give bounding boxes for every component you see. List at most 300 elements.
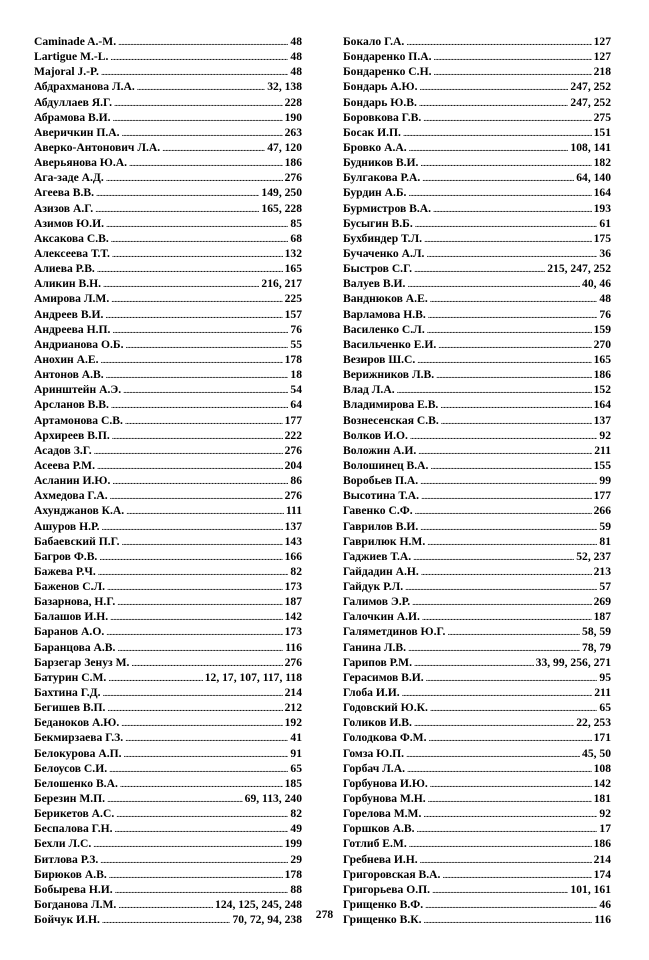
index-entry xyxy=(34,155,302,170)
index-entry-name: Горбунова И.Ю. xyxy=(343,776,428,790)
index-entry xyxy=(343,201,611,216)
index-entry-name: Бровко А.А. xyxy=(343,140,407,154)
index-entry xyxy=(34,503,302,518)
index-entry xyxy=(34,170,302,185)
index-entry-name: Бокало Г.А. xyxy=(343,35,405,48)
index-entry-name: Глоба И.И. xyxy=(343,686,400,700)
index-entry-pages: 127 xyxy=(593,50,611,64)
index-entry-name: Горшков А.В. xyxy=(343,822,415,836)
dot-leader xyxy=(407,761,592,776)
dot-leader xyxy=(412,594,591,609)
dot-leader xyxy=(420,852,592,867)
index-entry-pages: 45, 50 xyxy=(582,746,611,760)
index-entry-pages: 185 xyxy=(284,776,302,790)
index-entry-pages: 108 xyxy=(593,761,611,775)
dot-leader xyxy=(131,655,282,670)
index-entry-name: Асеева Р.М. xyxy=(34,458,95,472)
index-entry-pages: 33, 99, 256, 271 xyxy=(535,655,611,669)
index-entry-name: Бухбиндер Т.Л. xyxy=(343,231,423,245)
index-entry xyxy=(343,49,611,64)
dot-leader xyxy=(125,337,288,352)
index-entry xyxy=(34,867,302,882)
index-entry xyxy=(34,564,302,579)
dot-leader xyxy=(428,307,598,322)
index-entry xyxy=(343,806,611,821)
dot-leader xyxy=(421,488,592,503)
index-entry-name: Бондаренко С.Н. xyxy=(343,65,432,79)
index-entry xyxy=(34,382,302,397)
index-entry xyxy=(343,231,611,246)
index-entry-name: Азимов Ю.И. xyxy=(34,216,104,230)
index-entry-pages: 82 xyxy=(290,807,302,821)
index-entry-pages: 92 xyxy=(599,428,611,442)
index-entry xyxy=(34,261,302,276)
index-entry xyxy=(343,64,611,79)
dot-leader xyxy=(112,428,283,443)
dot-leader xyxy=(434,64,592,79)
index-entry-name: Гайдук Р.Л. xyxy=(343,580,404,594)
index-entry xyxy=(343,609,611,624)
index-entry xyxy=(343,291,611,306)
index-entry-pages: 111 xyxy=(285,504,302,518)
index-entry xyxy=(343,140,611,155)
index-entry xyxy=(34,397,302,412)
dot-leader xyxy=(110,488,283,503)
index-entry-pages: 177 xyxy=(284,413,302,427)
index-entry-pages: 155 xyxy=(593,458,611,472)
index-entry xyxy=(34,761,302,776)
index-entry-pages: 36 xyxy=(599,246,611,260)
index-entry-pages: 228 xyxy=(284,95,302,109)
index-entry xyxy=(343,276,611,291)
index-entry-pages: 182 xyxy=(593,156,611,170)
index-entry-pages: 165, 228 xyxy=(261,201,302,215)
dot-leader xyxy=(94,443,283,458)
index-entry-pages: 70, 72, 94, 238 xyxy=(232,913,302,927)
index-entry-pages: 48 xyxy=(290,65,302,79)
dot-leader xyxy=(409,836,592,851)
index-entry-pages: 186 xyxy=(593,368,611,382)
index-entry-pages: 186 xyxy=(284,156,302,170)
index-entry-pages: 212 xyxy=(284,701,302,715)
index-entry-name: Гайдадин А.Н. xyxy=(343,564,419,578)
index-entry xyxy=(343,216,611,231)
dot-leader xyxy=(430,291,598,306)
index-entry-name: Гаджиев Т.А. xyxy=(343,549,412,563)
index-entry xyxy=(34,640,302,655)
index-entry xyxy=(34,307,302,322)
index-entry xyxy=(343,322,611,337)
index-entry-pages: 17 xyxy=(599,822,611,836)
index-entry xyxy=(34,488,302,503)
index-entry-pages: 269 xyxy=(593,595,611,609)
index-entry-pages: 108, 141 xyxy=(570,140,611,154)
index-entry-name: Бегишев В.П. xyxy=(34,701,106,715)
dot-leader xyxy=(420,519,597,534)
index-entry xyxy=(34,579,302,594)
index-entry-name: Бехли Л.С. xyxy=(34,837,92,851)
index-entry-pages: 164 xyxy=(593,398,611,412)
index-entry-pages: 218 xyxy=(593,65,611,79)
index-entry-name: Годовский Ю.К. xyxy=(343,701,428,715)
index-entry-pages: 222 xyxy=(284,428,302,442)
index-entry-pages: 165 xyxy=(284,262,302,276)
index-entry-name: Баранов А.О. xyxy=(34,625,105,639)
index-entry-name: Волошинец В.А. xyxy=(343,458,429,472)
index-entry-name: Голиков И.В. xyxy=(343,716,412,730)
dot-leader xyxy=(122,125,283,140)
dot-leader xyxy=(410,428,597,443)
index-entry xyxy=(343,761,611,776)
index-entry-pages: 211 xyxy=(594,443,611,457)
index-entry-name: Бондарь Ю.В. xyxy=(343,95,417,109)
index-entry-pages: 101, 161 xyxy=(570,882,611,896)
index-entry-pages: 266 xyxy=(593,504,611,518)
index-entry xyxy=(343,852,611,867)
index-entry xyxy=(343,882,611,897)
index-entry-pages: 48 xyxy=(599,292,611,306)
dot-leader xyxy=(427,322,592,337)
index-entry xyxy=(343,519,611,534)
index-entry-name: Владимирова Е.В. xyxy=(343,398,439,412)
index-entry xyxy=(34,231,302,246)
dot-leader xyxy=(436,367,591,382)
dot-leader xyxy=(419,95,569,110)
index-entry-pages: 166 xyxy=(284,549,302,563)
dot-leader xyxy=(420,79,569,94)
index-entry-name: Гребнева И.Н. xyxy=(343,852,418,866)
dot-leader xyxy=(397,382,592,397)
index-entry xyxy=(34,246,302,261)
index-entry-pages: 276 xyxy=(284,443,302,457)
index-entry-name: Гаврилюк Н.М. xyxy=(343,534,426,548)
index-entry-name: Ганина Л.В. xyxy=(343,640,407,654)
index-entry-pages: 190 xyxy=(284,110,302,124)
index-entry-pages: 40, 46 xyxy=(582,277,611,291)
dot-leader xyxy=(106,216,288,231)
index-entry-name: Булгакова Р.А. xyxy=(343,171,421,185)
index-entry xyxy=(343,34,611,49)
index-entry xyxy=(343,503,611,518)
index-entry xyxy=(343,337,611,352)
dot-leader xyxy=(405,579,597,594)
index-entry-pages: 55 xyxy=(290,337,302,351)
dot-leader xyxy=(124,746,289,761)
index-entry-pages: 149, 250 xyxy=(261,186,302,200)
index-entry-name: Герасимов В.И. xyxy=(343,670,424,684)
index-entry-pages: 76 xyxy=(290,322,302,336)
index-entry-name: Бекмирзаева Г.З. xyxy=(34,731,124,745)
index-entry xyxy=(34,549,302,564)
dot-leader xyxy=(111,291,282,306)
dot-leader xyxy=(106,367,289,382)
dot-leader xyxy=(430,700,597,715)
dot-leader xyxy=(115,821,289,836)
index-entry-pages: 192 xyxy=(284,716,302,730)
dot-leader xyxy=(110,49,288,64)
index-entry-name: Барзегар Зенуз М. xyxy=(34,655,130,669)
index-entry-name: Грищенко В.Ф. xyxy=(343,898,424,912)
dot-leader xyxy=(98,564,289,579)
index-entry-name: Андрианова О.Б. xyxy=(34,337,124,351)
dot-leader xyxy=(106,170,283,185)
index-entry-pages: 59 xyxy=(599,519,611,533)
index-entry xyxy=(34,140,302,155)
dot-leader xyxy=(406,746,580,761)
index-entry-name: Баженов С.Л. xyxy=(34,580,106,594)
index-entry xyxy=(343,821,611,836)
index-entry xyxy=(34,428,302,443)
index-entry-name: Варламова Н.В. xyxy=(343,307,426,321)
index-entry-pages: 187 xyxy=(593,610,611,624)
index-entry-name: Васильченко Е.И. xyxy=(343,337,437,351)
dot-leader xyxy=(137,79,265,94)
index-entry-pages: 48 xyxy=(290,50,302,64)
index-entry xyxy=(34,125,302,140)
index-entry xyxy=(34,594,302,609)
index-entry-name: Бурмистров В.А. xyxy=(343,201,432,215)
index-column-right xyxy=(343,34,611,927)
index-entry-name: Бондаренко П.А. xyxy=(343,50,432,64)
index-entry-name: Majoral J.-P. xyxy=(34,65,99,79)
index-entry-pages: 69, 113, 240 xyxy=(244,792,302,806)
dot-leader xyxy=(121,715,282,730)
dot-leader xyxy=(108,670,202,685)
index-entry-name: Бабаевский П.Г. xyxy=(34,534,120,548)
index-entry-name: Горбунова М.Н. xyxy=(343,792,426,806)
index-entry xyxy=(343,836,611,851)
index-entry xyxy=(343,488,611,503)
index-entry-name: Белоусов С.И. xyxy=(34,761,108,775)
dot-leader xyxy=(95,201,259,216)
dot-leader xyxy=(433,201,592,216)
index-entry-pages: 76 xyxy=(599,307,611,321)
index-entry-pages: 151 xyxy=(593,125,611,139)
index-entry-pages: 152 xyxy=(593,383,611,397)
index-entry xyxy=(343,473,611,488)
index-entry-pages: 64, 140 xyxy=(576,171,611,185)
index-entry-pages: 143 xyxy=(284,534,302,548)
index-entry-name: Базарнова, Н.Г. xyxy=(34,595,116,609)
index-entry-name: Богданова Л.М. xyxy=(34,898,117,912)
index-entry-pages: 181 xyxy=(593,792,611,806)
index-entry-name: Аринштейн А.Э. xyxy=(34,383,122,397)
dot-leader xyxy=(111,397,289,412)
index-entry-name: Абдуллаев Я.Г. xyxy=(34,95,113,109)
index-entry xyxy=(34,291,302,306)
dot-leader xyxy=(407,276,580,291)
dot-leader xyxy=(123,382,288,397)
index-entry-pages: 177 xyxy=(593,489,611,503)
index-entry-pages: 65 xyxy=(599,701,611,715)
dot-leader xyxy=(441,413,592,428)
index-entry xyxy=(343,715,611,730)
index-entry-pages: 124, 125, 245, 248 xyxy=(215,898,302,912)
dot-leader xyxy=(414,655,534,670)
index-entry-name: Беданоков А.Ю. xyxy=(34,716,120,730)
dot-leader xyxy=(428,791,592,806)
index-entry xyxy=(343,655,611,670)
index-entry-pages: 116 xyxy=(285,640,302,654)
dot-leader xyxy=(103,685,283,700)
dot-leader xyxy=(434,49,592,64)
index-entry-name: Андреева Н.П. xyxy=(34,322,111,336)
index-entry-name: Бучаченко А.Л. xyxy=(343,246,425,260)
index-entry xyxy=(34,609,302,624)
dot-leader xyxy=(442,867,591,882)
index-entry xyxy=(34,715,302,730)
index-entry-name: Галочкин А.И. xyxy=(343,610,420,624)
index-entry-name: Везиров Ш.С. xyxy=(343,352,416,366)
dot-leader xyxy=(424,231,592,246)
index-entry-pages: 270 xyxy=(593,337,611,351)
index-entry-name: Влад Л.А. xyxy=(343,383,395,397)
index-entry xyxy=(343,382,611,397)
index-entry-pages: 85 xyxy=(290,216,302,230)
index-entry xyxy=(343,397,611,412)
dot-leader xyxy=(113,110,283,125)
index-entry-name: Анохин А.Е. xyxy=(34,352,99,366)
index-entry xyxy=(343,867,611,882)
index-entry-name: Бусыгин В.Б. xyxy=(343,216,413,230)
index-entry-pages: 22, 253 xyxy=(576,716,611,730)
index-entry-pages: 137 xyxy=(284,519,302,533)
index-entry-pages: 64 xyxy=(290,398,302,412)
index-entry xyxy=(34,534,302,549)
index-entry xyxy=(34,367,302,382)
dot-leader xyxy=(109,761,288,776)
index-entry xyxy=(34,746,302,761)
index-entry-pages: 92 xyxy=(599,807,611,821)
index-entry xyxy=(343,624,611,639)
index-entry xyxy=(343,746,611,761)
index-entry-name: Беспалова Г.Н. xyxy=(34,822,113,836)
dot-leader xyxy=(408,185,591,200)
index-entry xyxy=(343,443,611,458)
dot-leader xyxy=(126,503,284,518)
index-entry-pages: 276 xyxy=(284,655,302,669)
dot-leader xyxy=(417,352,591,367)
dot-leader xyxy=(420,155,591,170)
index-entry-pages: 157 xyxy=(284,307,302,321)
index-entry-pages: 137 xyxy=(593,413,611,427)
dot-leader xyxy=(430,776,592,791)
index-entry-name: Аверьянова Ю.А. xyxy=(34,156,127,170)
index-entry xyxy=(343,155,611,170)
dot-leader xyxy=(440,397,591,412)
index-entry-pages: 142 xyxy=(593,776,611,790)
dot-leader xyxy=(420,473,597,488)
index-entry-name: Аликин В.Н. xyxy=(34,277,102,291)
index-entry-name: Алексеева Т.Т. xyxy=(34,246,110,260)
dot-leader xyxy=(402,685,593,700)
index-entry-pages: 173 xyxy=(284,580,302,594)
index-entry-name: Lartigue M.-L. xyxy=(34,50,109,64)
dot-leader xyxy=(96,185,259,200)
index-entry xyxy=(343,95,611,110)
index-entry-pages: 211 xyxy=(594,686,611,700)
index-entry-name: Ашуров Н.Р. xyxy=(34,519,100,533)
dot-leader xyxy=(110,609,282,624)
index-entry-pages: 78, 79 xyxy=(582,640,611,654)
index-entry xyxy=(34,670,302,685)
index-entry xyxy=(34,337,302,352)
index-entry-name: Бурдин А.Б. xyxy=(343,186,407,200)
index-entry xyxy=(34,34,302,49)
index-entry-name: Битлова Р.З. xyxy=(34,852,99,866)
index-entry-pages: 276 xyxy=(284,489,302,503)
index-entry-pages: 82 xyxy=(290,564,302,578)
index-entry-pages: 29 xyxy=(290,852,302,866)
dot-leader xyxy=(430,458,591,473)
index-entry-name: Батурин С.М. xyxy=(34,670,107,684)
index-entry-name: Бойчук И.Н. xyxy=(34,913,100,927)
dot-leader xyxy=(423,110,591,125)
index-entry xyxy=(343,246,611,261)
index-entry xyxy=(343,549,611,564)
index-entry-pages: 32, 138 xyxy=(267,80,302,94)
index-entry-name: Ага-заде А.Д. xyxy=(34,171,104,185)
dot-leader xyxy=(117,594,282,609)
index-entry-pages: 276 xyxy=(284,171,302,185)
index-entry xyxy=(34,49,302,64)
index-entry xyxy=(343,776,611,791)
index-entry-name: Бобырева Н.И. xyxy=(34,882,113,896)
index-entry-pages: 263 xyxy=(284,125,302,139)
index-entry xyxy=(34,110,302,125)
index-entry-name: Caminade A.-M. xyxy=(34,35,117,48)
page-number: 278 xyxy=(315,908,334,921)
index-entry-pages: 52, 237 xyxy=(576,549,611,563)
dot-leader xyxy=(403,125,592,140)
dot-leader xyxy=(112,246,283,261)
index-entry xyxy=(34,791,302,806)
index-entry-pages: 164 xyxy=(593,186,611,200)
index-entry xyxy=(343,110,611,125)
index-entry xyxy=(34,322,302,337)
index-entry-name: Воробьев П.А. xyxy=(343,474,419,488)
index-entry xyxy=(34,185,302,200)
index-entry-name: Амирова Л.М. xyxy=(34,292,110,306)
index-entry-pages: 57 xyxy=(599,580,611,594)
dot-leader xyxy=(438,337,591,352)
index-entry-name: Асланин И.Ю. xyxy=(34,474,111,488)
index-entry-name: Аверичкин П.А. xyxy=(34,125,120,139)
index-entry xyxy=(343,685,611,700)
dot-leader xyxy=(101,64,288,79)
index-entry-pages: 165 xyxy=(593,352,611,366)
index-entry xyxy=(34,64,302,79)
index-entry-pages: 215, 247, 252 xyxy=(547,262,611,276)
index-entry-name: Асадов З.Г. xyxy=(34,443,92,457)
index-entry xyxy=(34,685,302,700)
index-entry-name: Агеева В.В. xyxy=(34,186,94,200)
dot-leader xyxy=(408,640,580,655)
index-entry xyxy=(343,458,611,473)
dot-leader xyxy=(105,307,282,322)
index-entry-pages: 173 xyxy=(284,625,302,639)
dot-leader xyxy=(125,413,283,428)
index-entry-pages: 127 xyxy=(593,35,611,48)
index-entry-name: Григорьева О.П. xyxy=(343,882,431,896)
index-entry xyxy=(343,791,611,806)
dot-leader xyxy=(415,503,592,518)
dot-leader xyxy=(118,34,288,49)
index-entry xyxy=(34,95,302,110)
index-entry xyxy=(343,261,611,276)
dot-leader xyxy=(117,640,283,655)
index-entry-pages: 204 xyxy=(284,458,302,472)
